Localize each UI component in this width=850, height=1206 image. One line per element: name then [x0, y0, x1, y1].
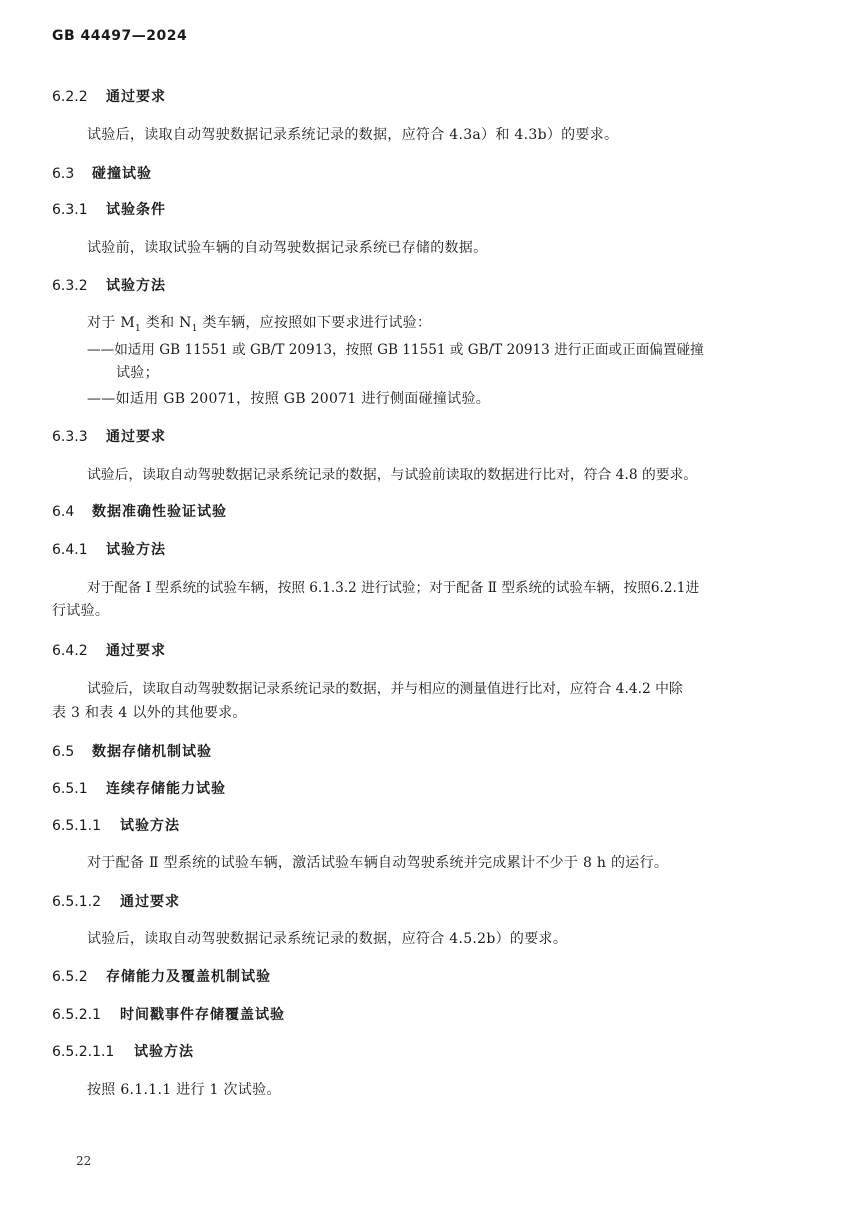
section-heading	[52, 539, 166, 559]
section-number: 6.5.1.2	[52, 894, 101, 910]
paragraph: 试验前，读取试验车辆的自动驾驶数据记录系统已存储的数据。	[87, 240, 488, 256]
section-title: 数据存储机制试验	[92, 744, 212, 760]
section-number: 6.5.2.1	[52, 1007, 101, 1023]
section-title: 存储能力及覆盖机制试验	[106, 969, 271, 985]
paragraph: 试验后，读取自动驾驶数据记录系统记录的数据，应符合 4.3a）和 4.3b）的要求。	[87, 127, 619, 143]
section-heading	[52, 640, 166, 660]
section-number: 6.3.3	[52, 429, 88, 445]
section-title: 通过要求	[106, 89, 166, 105]
section-heading	[52, 1041, 194, 1061]
section-number: 6.5	[52, 744, 75, 760]
section-number: 6.4	[52, 504, 75, 520]
section-number: 6.3.1	[52, 202, 88, 218]
paragraph: 试验后，读取自动驾驶数据记录系统记录的数据，并与相应的测量值进行比对，应符合 4.4.2 中除	[87, 681, 683, 697]
list-item: ——如适用 GB 20071，按照 GB 20071 进行侧面碰撞试验。	[87, 391, 491, 407]
page-header: GB 44497—2024	[52, 28, 188, 44]
text-run: 类车辆，应按照如下要求进行试验：	[197, 315, 432, 331]
section-number: 6.5.2.1.1	[52, 1044, 115, 1060]
section-title: 试验方法	[134, 1044, 194, 1060]
paragraph	[87, 312, 431, 334]
paragraph-continuation: 行试验。	[52, 603, 110, 619]
section-title: 通过要求	[106, 429, 166, 445]
list-item-continuation: 试验；	[116, 365, 159, 381]
paragraph: 试验后，读取自动驾驶数据记录系统记录的数据，应符合 4.5.2b）的要求。	[87, 931, 568, 947]
paragraph: 按照 6.1.1.1 进行 1 次试验。	[87, 1082, 281, 1098]
section-heading	[52, 891, 180, 911]
section-heading	[52, 426, 166, 446]
section-number: 6.4.1	[52, 542, 88, 558]
text-run: 类和 N	[141, 315, 192, 331]
section-title: 通过要求	[120, 894, 180, 910]
section-heading	[52, 501, 227, 521]
section-heading	[52, 815, 180, 835]
list-item: ——如适用 GB 11551 或 GB/T 20913，按照 GB 11551 或 GB/T 20913 进行正面或正面偏置碰撞	[87, 342, 704, 358]
section-heading	[52, 275, 166, 295]
page-number: 22	[76, 1154, 92, 1168]
section-title: 时间戳事件存储覆盖试验	[120, 1007, 285, 1023]
section-number: 6.3.2	[52, 278, 88, 294]
text-run: 对于 M	[87, 315, 135, 331]
section-heading	[52, 163, 152, 183]
section-heading	[52, 1004, 285, 1024]
section-title: 数据准确性验证试验	[92, 504, 227, 520]
section-number: 6.4.2	[52, 643, 88, 659]
section-number: 6.5.1	[52, 781, 88, 797]
section-heading	[52, 741, 212, 761]
section-title: 试验方法	[106, 542, 166, 558]
section-title: 通过要求	[106, 643, 166, 659]
section-title: 试验方法	[106, 278, 166, 294]
section-heading	[52, 778, 226, 798]
subscript: 1	[135, 323, 142, 334]
paragraph-continuation: 表 3 和表 4 以外的其他要求。	[52, 705, 247, 721]
paragraph: 对于配备 Ⅱ 型系统的试验车辆，激活试验车辆自动驾驶系统并完成累计不少于 8 h 的运行。	[87, 855, 669, 871]
section-title: 试验方法	[120, 818, 180, 834]
section-heading	[52, 86, 166, 106]
section-title: 试验条件	[106, 202, 166, 218]
section-number: 6.5.1.1	[52, 818, 101, 834]
paragraph: 对于配备 Ⅰ 型系统的试验车辆，按照 6.1.3.2 进行试验；对于配备 Ⅱ 型系统的试验车辆，按照6.2.1进	[87, 580, 700, 596]
section-heading	[52, 199, 166, 219]
section-heading	[52, 966, 271, 986]
section-number: 6.2.2	[52, 89, 88, 105]
section-number: 6.3	[52, 166, 75, 182]
paragraph: 试验后，读取自动驾驶数据记录系统记录的数据，与试验前读取的数据进行比对，符合 4.8 的要求。	[87, 467, 698, 483]
section-title: 连续存储能力试验	[106, 781, 226, 797]
section-title: 碰撞试验	[92, 166, 152, 182]
section-number: 6.5.2	[52, 969, 88, 985]
subscript: 1	[191, 323, 198, 334]
